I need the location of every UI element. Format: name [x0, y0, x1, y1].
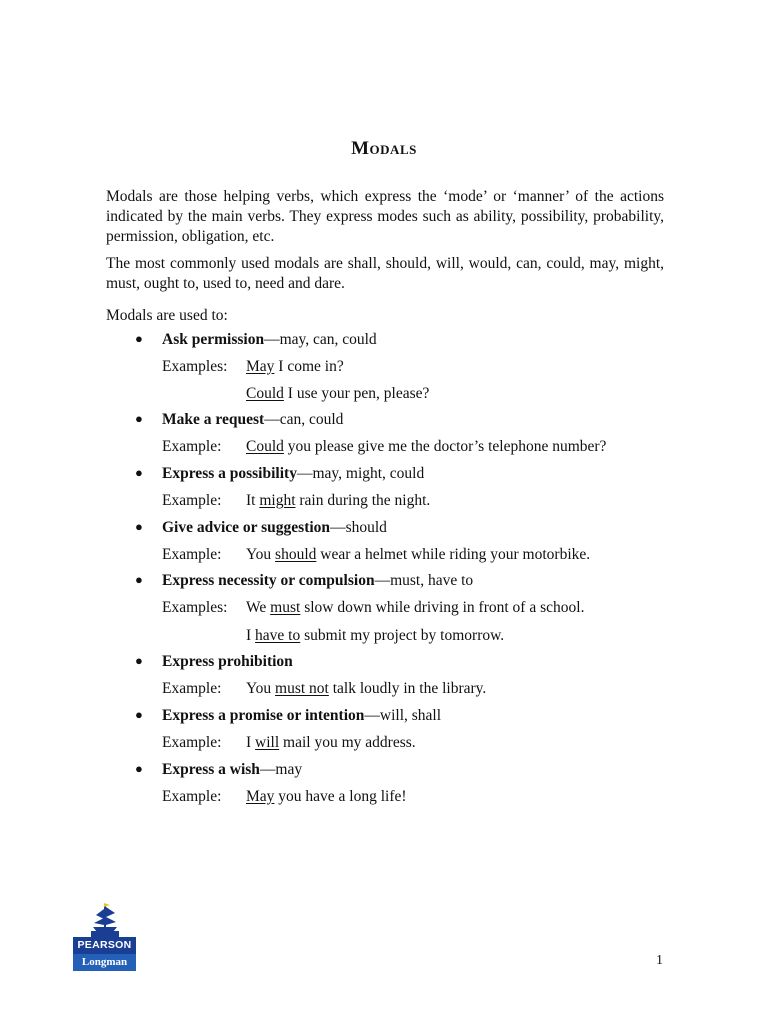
- use-modals: —should: [330, 519, 387, 536]
- example-post: you have a long life!: [274, 788, 407, 805]
- example-post: wear a helmet while riding your motorbike.: [316, 546, 591, 563]
- bullet-icon: ●: [135, 653, 143, 668]
- example-label: Example:: [162, 788, 222, 805]
- example-post: rain during the night.: [295, 492, 431, 509]
- bullet-icon: ●: [135, 761, 143, 776]
- example-pre: I: [246, 734, 256, 751]
- example-sentence: [246, 385, 429, 403]
- bullet-icon: ●: [135, 572, 143, 587]
- use-item: [135, 707, 442, 725]
- use-heading: Express prohibition: [162, 653, 293, 670]
- example-modal-underlined: must: [270, 599, 301, 616]
- example-post: I come in?: [274, 358, 344, 375]
- example-modal-underlined: Could: [246, 385, 284, 402]
- example-sentence: [246, 546, 590, 564]
- use-item: [135, 572, 474, 590]
- page-number: 1: [656, 953, 663, 968]
- use-modals: —will, shall: [364, 707, 442, 724]
- example-label: Example:: [162, 492, 222, 509]
- example-label: Example:: [162, 680, 222, 697]
- bullet-icon: ●: [135, 707, 143, 722]
- intro-paragraph: Modals are those helping verbs, which express the ‘mode’ or ‘manner’ of the actions indicated by the main verbs. They express modes such as ability, possibility, probability, permission, obligation, etc.: [106, 188, 664, 245]
- example-sentence: [246, 627, 504, 645]
- example-label: Example:: [162, 546, 222, 563]
- example-post: you please give me the doctor’s telephone number?: [283, 438, 607, 455]
- logo-pearson-text: PEARSON: [73, 937, 136, 954]
- page-title: Modals: [351, 138, 417, 159]
- example-modal-underlined: must not: [275, 680, 329, 697]
- example-post: submit my project by tomorrow.: [300, 627, 505, 644]
- bullet-icon: ●: [135, 465, 143, 480]
- logo-longman-text: Longman: [73, 954, 136, 971]
- bullet-icon: ●: [135, 411, 143, 426]
- use-heading: Express necessity or compulsion: [162, 572, 375, 589]
- bullet-icon: ●: [135, 519, 143, 534]
- use-item: [135, 653, 293, 671]
- example-sentence: [246, 680, 486, 698]
- example-post: I use your pen, please?: [283, 385, 430, 402]
- use-heading: Ask permission: [162, 331, 265, 348]
- example-modal-underlined: will: [255, 734, 280, 751]
- bullet-icon: ●: [135, 331, 143, 346]
- example-pre: You: [246, 546, 276, 563]
- use-heading: Express a possibility: [162, 465, 297, 482]
- example-label: Example:: [162, 438, 222, 455]
- use-heading: Give advice or suggestion: [162, 519, 331, 536]
- example-post: talk loudly in the library.: [328, 680, 487, 697]
- example-sentence: [246, 788, 407, 806]
- example-post: slow down while driving in front of a school.: [300, 599, 585, 616]
- use-item: [135, 761, 303, 779]
- example-modal-underlined: Could: [246, 438, 284, 455]
- use-modals: —may, might, could: [296, 465, 425, 482]
- publisher-logo: [73, 903, 136, 971]
- use-heading: Express a promise or intention: [162, 707, 365, 724]
- example-label: Example:: [162, 734, 222, 751]
- example-modal-underlined: May: [246, 788, 275, 805]
- use-item: [135, 411, 344, 429]
- example-modal-underlined: should: [275, 546, 317, 563]
- use-modals: —may, can, could: [264, 331, 377, 348]
- example-sentence: [246, 734, 416, 752]
- use-item: [135, 519, 387, 537]
- common-modals-paragraph: The most commonly used modals are shall, should, will, would, can, could, may, might, must, ought to, used to, need and dare.: [106, 255, 664, 292]
- example-sentence: [246, 438, 606, 456]
- use-item: [135, 465, 425, 483]
- use-item: [135, 331, 377, 349]
- use-modals: —may: [259, 761, 303, 778]
- example-sentence: [246, 599, 584, 617]
- use-modals: —must, have to: [374, 572, 474, 589]
- example-modal-underlined: May: [246, 358, 275, 375]
- example-pre: You: [246, 680, 276, 697]
- example-label: Examples:: [162, 358, 228, 375]
- example-modal-underlined: might: [259, 492, 296, 509]
- use-heading: Express a wish: [162, 761, 260, 778]
- use-modals: —can, could: [264, 411, 344, 428]
- uses-intro: Modals are used to:: [106, 307, 228, 324]
- example-modal-underlined: have to: [255, 627, 301, 644]
- example-pre: I: [246, 627, 256, 644]
- example-pre: It: [246, 492, 260, 509]
- example-sentence: [246, 358, 344, 376]
- example-label: Examples:: [162, 599, 228, 616]
- example-post: mail you my address.: [279, 734, 416, 751]
- ship-icon: [91, 903, 119, 937]
- example-pre: We: [246, 599, 271, 616]
- example-sentence: [246, 492, 430, 510]
- use-heading: Make a request: [162, 411, 265, 428]
